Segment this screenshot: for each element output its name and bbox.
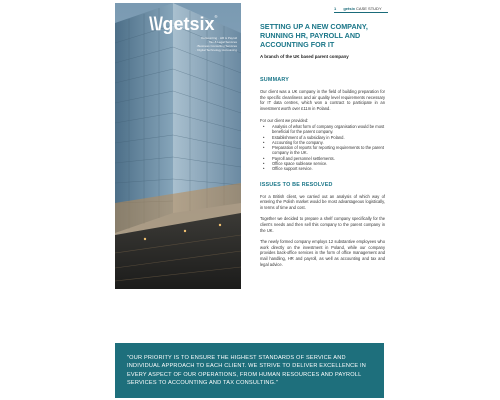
issues-paragraph: Together we decided to prepare a shelf company specifically for the client's needs and then sell this company to the parent company in the UK. — [260, 216, 385, 233]
logo-registered-mark: ® — [214, 14, 218, 19]
issues-paragraph: The newly formed company employs 12 substantive employees who work directly on the investment in Poland, while our company provides back-office services in the form of office management and mail handling, HR and payroll, as well as accounting and tax and legal advice. — [260, 239, 385, 267]
page-title: SETTING UP A NEW COMPANY, RUNNING HR, PAYROLL AND ACCOUNTING FOR IT — [260, 22, 368, 49]
content-column — [260, 22, 385, 267]
logo-tagline — [149, 36, 237, 52]
summary-intro: For our client we provided: — [260, 118, 309, 124]
list-item: • Payroll and personnel settlements. — [266, 156, 385, 161]
list-item: • Office space sublease service. — [266, 161, 385, 166]
issues-paragraph: For a British client, we carried out an analysis of which way of entering the Polish market would be most advantageous logistically, in terms of time and cost. — [260, 193, 385, 210]
logo-mark-icon: \\/ — [149, 14, 163, 34]
page-subtitle: A branch of the UK based parent company — [260, 54, 349, 59]
list-item: • Analysis of what form of company organisation would be most beneficial for the parent company. — [266, 124, 385, 135]
summary-paragraph: Our client was a UK company in the field of building preparation for the specific cleanliness and air quality level requirements necessary for IT data centres, which won a contract to participate in an investment worth over £11m in Poland. — [260, 89, 385, 111]
quote-box — [115, 343, 384, 398]
logo-wordmark: getsix — [162, 14, 215, 34]
services-list — [260, 124, 385, 172]
list-item: • Accounting for the company. — [266, 140, 385, 145]
list-item: • Establishment of a subsidiary in Poland. — [266, 135, 385, 140]
header-brand: getsix — [343, 6, 355, 11]
list-item: • Preparation of reports for reporting requirements to the parent company in the UK. — [266, 145, 385, 156]
list-item: • Office support service. — [266, 166, 385, 171]
summary-heading: SUMMARY — [260, 77, 290, 83]
logo-tagline-line: · Tax & Legal Services — [207, 40, 237, 44]
header-divider — [334, 12, 388, 13]
logo-tagline-line: · Business Consulting Services — [195, 44, 237, 48]
getsix-logo — [149, 14, 237, 52]
issues-heading: ISSUES TO BE RESOLVED — [260, 181, 333, 188]
logo-tagline-line: Outsourcing · HR & Payroll — [200, 36, 237, 40]
logo-tagline-line: · Digital Technology Accounting — [195, 48, 237, 52]
page-number: 1 — [334, 6, 337, 11]
pull-quote: "OUR PRIORITY IS TO ENSURE THE HIGHEST STANDARDS OF SERVICE AND INDIVIDUAL APPROACH TO EACH CLIENT. WE STRIVE TO DELIVER EXCELLENCE IN EVERY ASPECT OF OUR OPERATIONS, FROM HUMAN RESOURCES AND PAYROLL SERVICES TO ACCOUNTING AND TAX CONSULTING." — [127, 355, 367, 387]
header-tag-label: CASE STUDY — [356, 6, 382, 11]
running-header — [334, 6, 382, 11]
